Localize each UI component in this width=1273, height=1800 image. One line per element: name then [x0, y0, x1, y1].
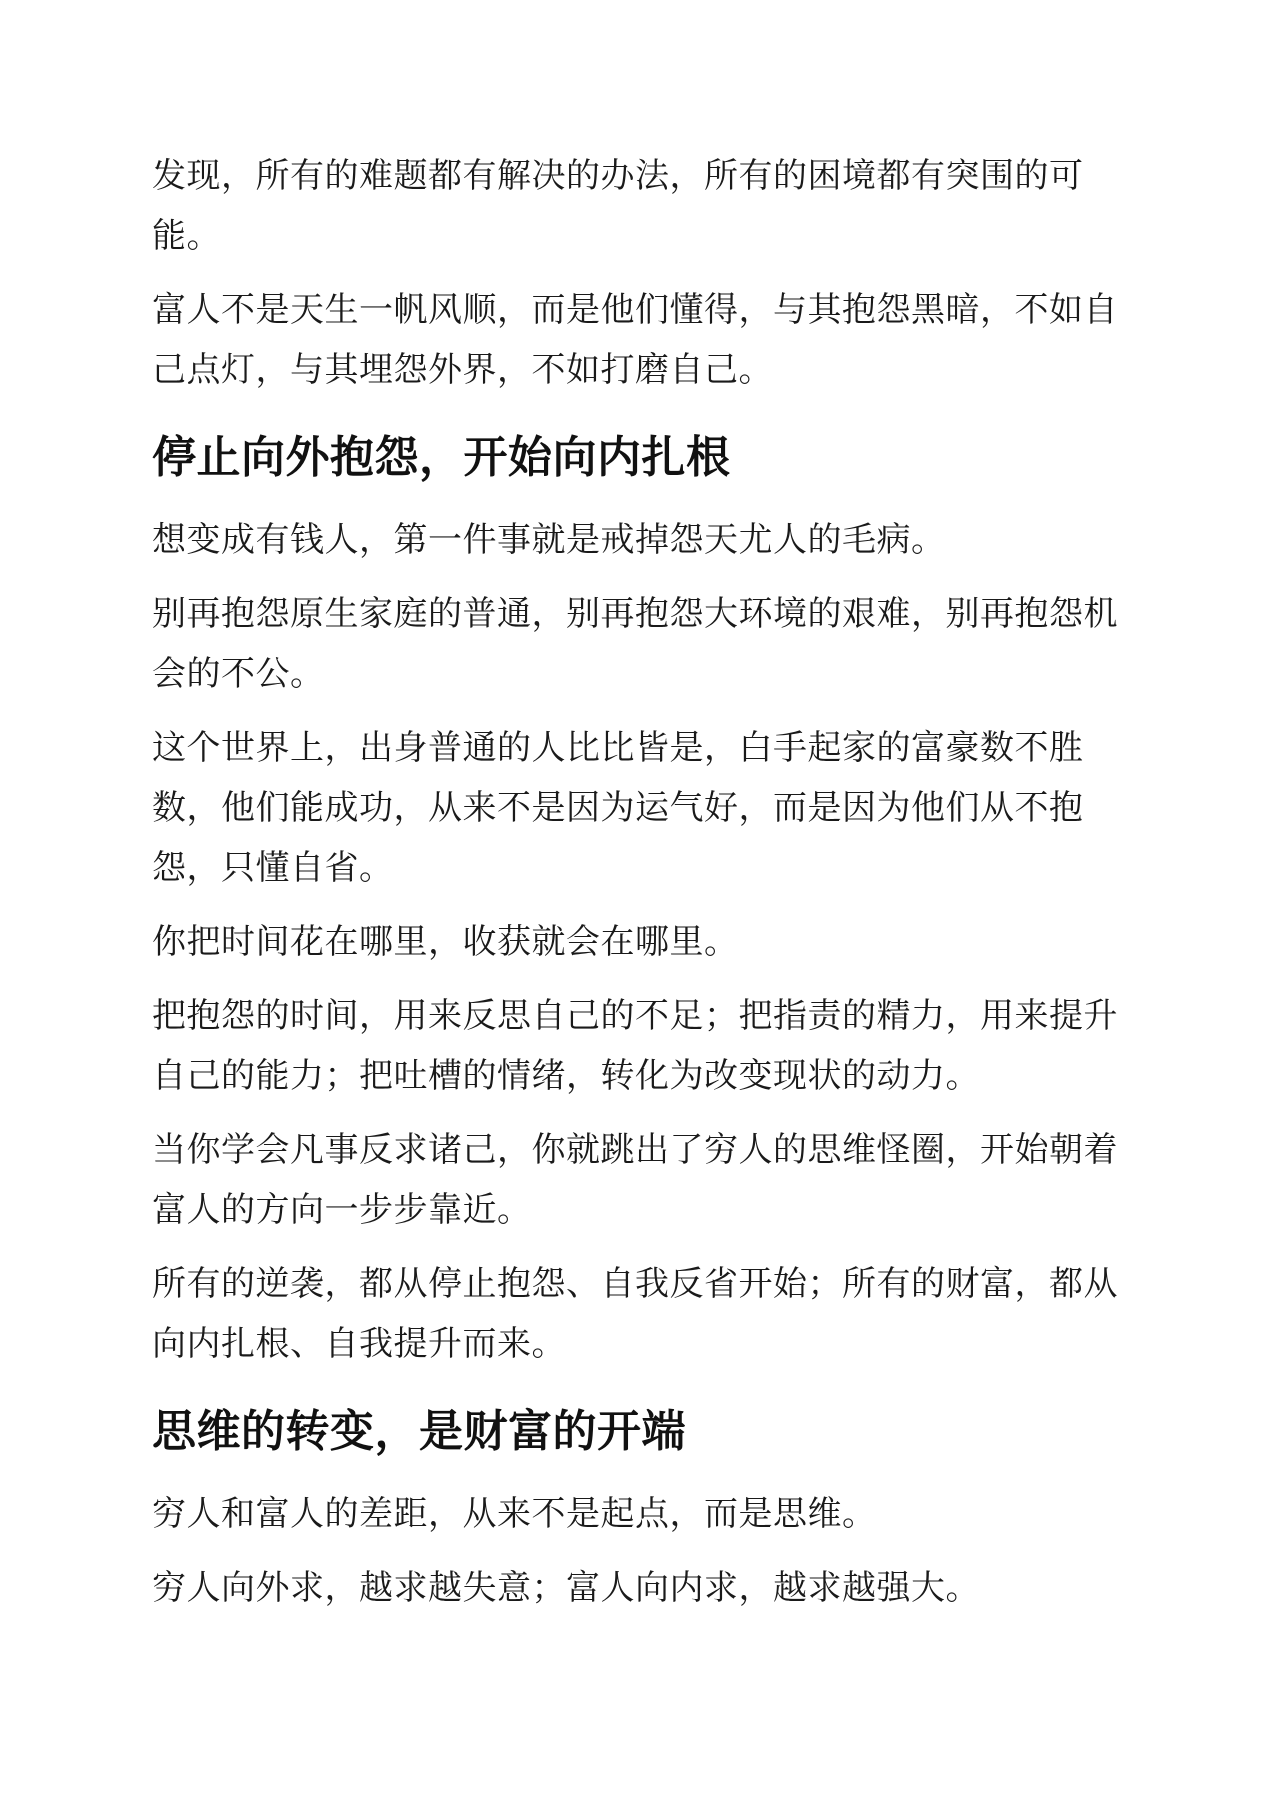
- paragraph: 想变成有钱人，第一件事就是戒掉怨天尤人的毛病。: [152, 520, 946, 560]
- section-heading: 思维的转变，是财富的开端: [152, 1406, 686, 1457]
- paragraph: 你把时间花在哪里，收获就会在哪里。: [152, 922, 739, 962]
- paragraph: 穷人向外求，越求越失意；富人向内求，越求越强大。: [152, 1568, 980, 1608]
- paragraph: 当你学会凡事反求诸己，你就跳出了穷人的思维怪圈，开始朝着富人的方向一步步靠近。: [152, 1130, 1118, 1230]
- paragraph: 这个世界上，出身普通的人比比皆是，白手起家的富豪数不胜数，他们能成功，从来不是因为运气好，而是因为他们从不抱怨，只懂自省。: [152, 728, 1084, 888]
- paragraph: 发现，所有的难题都有解决的办法，所有的困境都有突围的可能。: [152, 156, 1084, 256]
- document-page: [152, 146, 1122, 1632]
- paragraph: 所有的逆袭，都从停止抱怨、自我反省开始；所有的财富，都从向内扎根、自我提升而来。: [152, 1264, 1118, 1364]
- paragraph: 富人不是天生一帆风顺，而是他们懂得，与其抱怨黑暗，不如自己点灯，与其埋怨外界，不如打磨自己。: [152, 290, 1118, 390]
- section-heading: 停止向外抱怨，开始向内扎根: [152, 432, 731, 483]
- paragraph: 把抱怨的时间，用来反思自己的不足；把指责的精力，用来提升自己的能力；把吐槽的情绪，转化为改变现状的动力。: [152, 996, 1118, 1096]
- paragraph: 穷人和富人的差距，从来不是起点，而是思维。: [152, 1494, 877, 1534]
- paragraph: 别再抱怨原生家庭的普通，别再抱怨大环境的艰难，别再抱怨机会的不公。: [152, 594, 1118, 694]
